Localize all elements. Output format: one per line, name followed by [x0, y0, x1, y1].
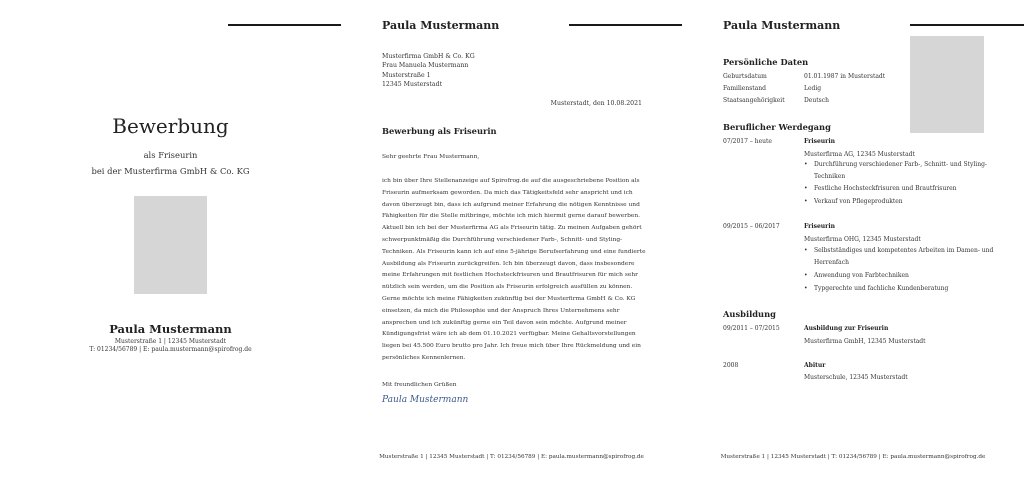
career-bullet: • Anwendung von Farbtechniken [814, 270, 994, 282]
education-title: Ausbildung zur Friseurin [804, 325, 889, 332]
letter-body-line: Techniken. Als Friseurin kann ich auf eine 5-jährige Berufserfahrung und eine fundierte [382, 248, 646, 255]
personal-value: Ledig [804, 85, 822, 92]
header-rule [910, 24, 1024, 26]
personal-value: 01.01.1987 in Musterstadt [804, 73, 886, 80]
personal-value: Deutsch [804, 97, 829, 104]
career-company: Musterfirma OHG, 12345 Musterstadt [804, 236, 921, 243]
letter-body-line: Friseurin aufmerksam geworden. Da mich das Tätigkeitsfeld sehr anspricht und ich [382, 189, 633, 196]
letter-body-line: schwerpunktmäßig die Durchführung verschiedener Farb-, Schnitt- und Styling- [382, 237, 623, 243]
cover-contact: T: 01234/56789 | E: paula.mustermann@spirofrog.de [89, 346, 252, 353]
cover-subtitle-position: als Friseurin [143, 150, 198, 160]
cover-page [0, 0, 341, 482]
section-title-personal: Persönliche Daten [723, 57, 809, 67]
cv-photo-placeholder [910, 36, 984, 133]
letter-footer: Musterstraße 1 | 12345 Musterstadt | T: 01234/56789 | E: paula.mustermann@spirofrog.de [379, 454, 644, 460]
personal-label: Geburtsdatum [723, 73, 767, 80]
cover-address: Musterstraße 1 | 12345 Musterstadt [114, 338, 227, 345]
recipient-line: Frau Manuela Mustermann [382, 62, 469, 70]
letter-body-line: persönliches Kennenlernen. [382, 355, 466, 361]
career-bullet: • Selbstständiges und kompetentes Arbeiten im Damen- und Herrenfach [814, 245, 994, 269]
letter-date: Musterstadt, den 10.08.2021 [550, 100, 642, 107]
cover-name: Paula Mustermann [109, 322, 232, 336]
career-period: 09/2015 – 06/2017 [723, 223, 780, 230]
career-bullet: • Durchführung verschiedener Farb-, Schnitt- und Styling-Techniken [814, 159, 994, 183]
letter-body-line: nützlich sein werden, um die Position als Friseurin erfolgreich ausfüllen zu können. [382, 284, 633, 291]
cv-footer: Musterstraße 1 | 12345 Musterstadt | T: 01234/56789 | E: paula.mustermann@spirofrog.de [720, 454, 986, 460]
career-role: Friseurin [804, 138, 835, 145]
education-place: Musterfirma GmbH, 12345 Musterstadt [804, 338, 926, 345]
personal-label: Staatsangehörigkeit [723, 97, 785, 104]
letter-body-line: ansprechen und ich zukünftig gerne ein Teil davon sein möchte. Aufgrund meiner [382, 319, 627, 326]
recipient-line: Musterfirma GmbH & Co. KG [382, 53, 475, 60]
letter-body-line: Ausbildung als Friseurin zurückgreifen. Ich bin überzeugt davon, dass insbesondere [382, 260, 635, 267]
career-bullet: • Typgerechte und fachliche Kundenberatung [814, 283, 994, 295]
letter-body-line: Aktuell bin ich bei der Musterfirma AG als Friseurin tätig. Zu meinen Aufgaben gehört [382, 225, 642, 232]
letter-body-line: davon überzeugt bin, dass ich aufgrund meiner Erfahrung die nötigen Kenntnisse und [382, 201, 640, 208]
education-period: 2008 [723, 362, 739, 369]
applicant-photo-placeholder [134, 196, 207, 294]
letter-subject: Bewerbung als Friseurin [382, 126, 497, 136]
cv-page [682, 0, 1024, 482]
letter-body-line: einsetzen, da mich die Philosophie und der Anspruch Ihres Unternehmens sehr [382, 307, 620, 314]
cv-header-name: Paula Mustermann [723, 19, 841, 32]
header-rule [569, 24, 682, 26]
letter-body-line: ich bin über Ihre Stellenanzeige auf Spirofrog.de auf die ausgeschriebene Position als [382, 178, 640, 184]
career-company: Musterfirma AG, 12345 Musterstadt [804, 151, 915, 158]
letter-body-line: Kündigungsfrist wäre ich ab dem 01.10.2021 verfügbar. Meine Gehaltsvorstellungen [382, 331, 636, 338]
career-period: 07/2017 – heute [723, 138, 772, 145]
letter-body-line: Gerne möchte ich meine Fähigkeiten zukünftig bei der Musterfirma GmbH & Co. KG [382, 296, 636, 302]
section-title-education: Ausbildung [723, 309, 776, 319]
letter-page [341, 0, 682, 482]
section-title-career: Beruflicher Werdegang [723, 122, 831, 132]
header-rule [228, 24, 341, 26]
career-bullet: • Festliche Hochsteckfrisuren und Brautfrisuren [814, 183, 994, 195]
letter-header-name: Paula Mustermann [382, 19, 500, 32]
handwritten-signature: Paula Mustermann [382, 395, 469, 405]
letter-body-line: Fähigkeiten für die Stelle mitbringe, möchte ich mich hiermit gerne darauf bewerben. [382, 213, 641, 220]
cover-title: Bewerbung [112, 114, 229, 138]
letter-salutation: Sehr geehrte Frau Mustermann, [382, 154, 480, 160]
recipient-line: Musterstraße 1 [382, 71, 431, 79]
recipient-line: 12345 Musterstadt [382, 81, 443, 89]
cover-subtitle-company: bei der Musterfirma GmbH & Co. KG [91, 166, 250, 176]
education-period: 09/2011 – 07/2015 [723, 325, 780, 332]
letter-body-line: liegen bei 45.500 Euro brutto pro Jahr. Ich freue mich über Ihre Rückmeldung und ein [382, 343, 641, 350]
letter-body-line: meine Erfahrungen mit festlichen Hochsteckfrisuren und Brautfrisuren für mich sehr [382, 272, 638, 279]
personal-label: Familienstand [723, 85, 766, 92]
letter-closing: Mit freundlichen Grüßen [382, 382, 457, 388]
career-bullet: • Verkauf von Pflegeprodukten [814, 196, 994, 208]
career-role: Friseurin [804, 223, 835, 230]
education-place: Musterschule, 12345 Musterstadt [804, 374, 908, 381]
education-title: Abitur [804, 362, 826, 369]
